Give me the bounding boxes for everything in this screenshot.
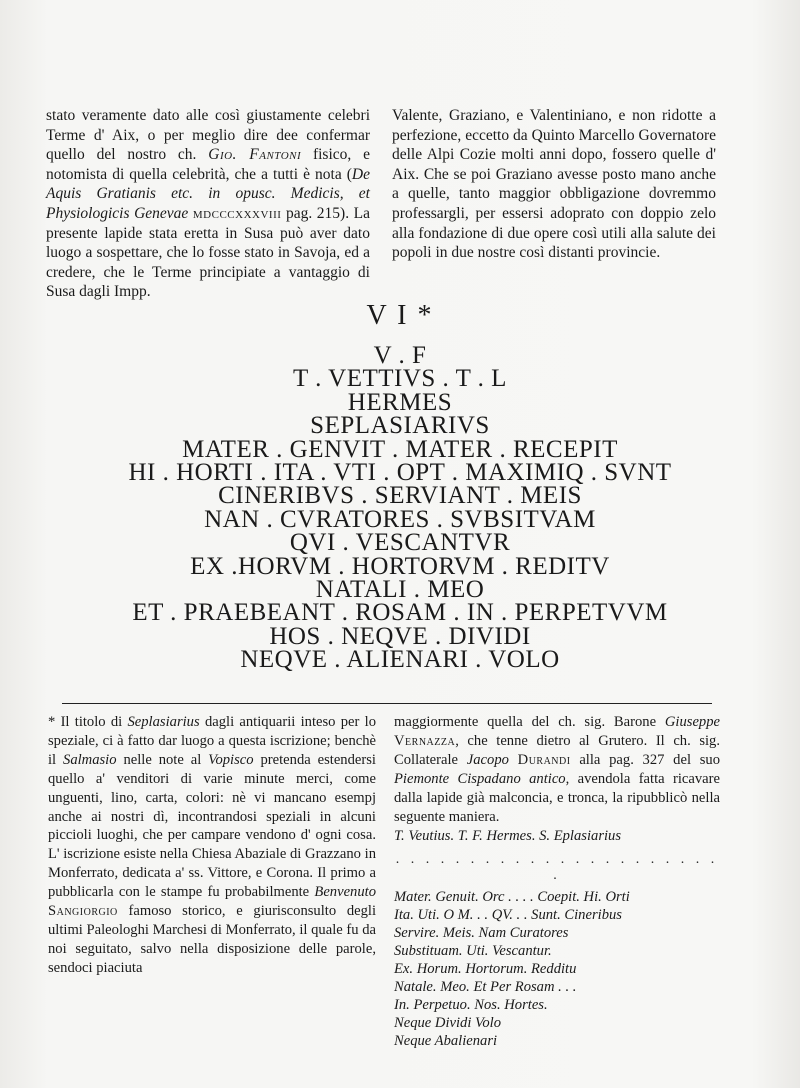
transcript-line: Ita. Uti. O M. . . QV. . . Sunt. Cineribus xyxy=(394,907,622,924)
note-term: Benvenuto xyxy=(314,884,376,901)
note-term: Giuseppe xyxy=(664,714,720,730)
top-right-column xyxy=(392,106,716,263)
transcript-line: Neque Abalienari xyxy=(394,1033,498,1050)
note-text: famoso storico, e giurisconsulto degli ultimi Paleologhi Marchesi di Monferrato, il quale fu da noi seguitato, salvo nella disposizione delle parole, sendoci piaciuta xyxy=(48,903,377,976)
footnote-right-column xyxy=(394,713,720,1050)
body-text: stato veramente dato alle così giustamente celebri Terme d' Aix, o per meglio dire dee confermar quello del nostro ch. xyxy=(46,107,370,164)
note-author: Durandi xyxy=(517,751,571,768)
inscription-line: EX .HORVM . HORTORVM . REDITV xyxy=(190,552,610,580)
inscription-line: HOS . NEQVE . DIVIDI xyxy=(269,622,531,650)
top-right-paragraph: Valente, Graziano, e Valentiniano, e non ridotte a perfezione, eccetto da Quinto Marcello Governatore delle Alpi Cozie molti anni dopo, fossero quelle d' Aix. Che se poi Graziano avesse posto mano anche a quelle, tanto maggior obbligazione dovremmo professargli, per essersi adoprato con doppio zelo alla fondazione di due opere così utili alla salute dei popoli in due nostre così distanti provincie. xyxy=(392,107,716,262)
inscription-line: ET . PRAEBEANT . ROSAM . IN . PERPETVVM xyxy=(132,599,668,627)
transcript-line: Neque Dividi Volo xyxy=(394,1015,502,1032)
footnote-paragraph xyxy=(48,713,376,978)
footnote-paragraph xyxy=(394,713,720,826)
inscription-line: NAN . CVRATORES . SVBSITVAM xyxy=(204,505,596,533)
note-term: Jacopo xyxy=(466,751,509,768)
note-text: pretenda estendersi quello a' venditori di varie minute merci, come unguenti, lino, carta, colori: nè vi mancano esempj anche ai nostri dì, incontrandosi speziali in alcuni piccioli luoghi, che per campare vendono d' ogni cosa. L' iscrizione esiste nella Chiesa Abaziale di Grazzano in Monferrato, dedicata a' ss. Vittore, e Corona. Il primo a pubblicarla con le stampe fu probabilmente xyxy=(48,751,376,901)
note-author: Vernazza xyxy=(394,732,456,749)
note-text: * Il titolo di xyxy=(48,714,123,730)
note-term: Piemonte Cispadano antico xyxy=(394,770,566,787)
transcript-line: In. Perpetuo. Nos. Hortes. xyxy=(394,997,548,1014)
footnote-left-column xyxy=(48,713,376,978)
top-left-paragraph xyxy=(46,106,370,302)
note-term: Vopisco xyxy=(208,751,254,768)
transcript-line: Natale. Meo. Et Per Rosam . . . xyxy=(394,979,577,996)
inscription-line: HI . HORTI . ITA . VTI . OPT . MAXIMIQ . SVNT xyxy=(128,458,672,486)
inscription-line: SEPLASIARIVS xyxy=(310,412,490,440)
section-marker: V I * xyxy=(366,300,434,331)
inscription-line: QVI . VESCANTVR xyxy=(289,529,511,557)
note-text: , avendola fatta ricavare dalla lapide già malconcia, e tronca, la ripubblicò nella seguente maniera. xyxy=(394,770,720,825)
inscription-line: NATALI . MEO xyxy=(315,575,485,603)
transcript-heading: T. Veutius. T. F. Hermes. S. Eplasiarius xyxy=(394,828,622,845)
note-text: , che tenne dietro al Grutero. Il ch. sig. Collaterale xyxy=(394,732,720,768)
body-text: fisico, e notomista di quella celebrità, che a tutti è nota ( xyxy=(46,146,370,183)
transcript-block xyxy=(394,888,720,1050)
footnote-rule xyxy=(62,703,712,704)
transcript-line: Ex. Horum. Hortorum. Redditu xyxy=(394,961,577,978)
body-text: pag. 215). La presente lapide stata eretta in Susa può aver dato luogo a sospettare, che lo fosse stato in Savoja, ed a credere, che le Terme principiate a vantaggio di Susa dagli Impp. xyxy=(46,204,371,301)
transcript-line: Mater. Genuit. Orc . . . . Coepit. Hi. Orti xyxy=(394,889,630,906)
note-term: Salmasio xyxy=(63,751,117,768)
inscription-line: MATER . GENVIT . MATER . RECEPIT xyxy=(182,435,618,463)
author-name: Gio. Fantoni xyxy=(208,146,302,164)
transcript-line: Substituam. Uti. Vescantur. xyxy=(394,943,552,960)
inscription-line: CINERIBVS . SERVIANT . MEIS xyxy=(218,482,582,510)
dot-separator: . . . . . . . . . . . . . . . . . . . . . . . xyxy=(395,852,719,884)
transcript-line: Servire. Meis. Nam Curatores xyxy=(394,925,569,942)
inscription-line: V . F xyxy=(373,342,427,369)
inscription-block xyxy=(0,342,800,674)
note-text: maggiormente quella del ch. sig. Barone xyxy=(394,714,657,730)
note-text: dagli antiquarii inteso per lo speziale, ci à fatto dar luogo a questa iscrizione; benchè il xyxy=(48,714,376,768)
note-author: Sangiorgio xyxy=(48,903,118,920)
citation: De Aquis Gratianis etc. in opusc. Medicis, et Physiologicis Genevae xyxy=(46,165,370,222)
top-left-column xyxy=(46,106,370,302)
inscription-line: T . VETTIVS . T . L xyxy=(293,365,507,393)
inscription-line: HERMES xyxy=(347,388,453,416)
citation-year: mdcccxxxviii xyxy=(192,204,282,222)
note-text: nelle note al xyxy=(123,751,202,768)
note-text: alla pag. 327 del suo xyxy=(579,751,721,768)
note-term: Seplasiarius xyxy=(127,714,200,730)
inscription-line: NEQVE . ALIENARI . VOLO xyxy=(240,646,560,674)
